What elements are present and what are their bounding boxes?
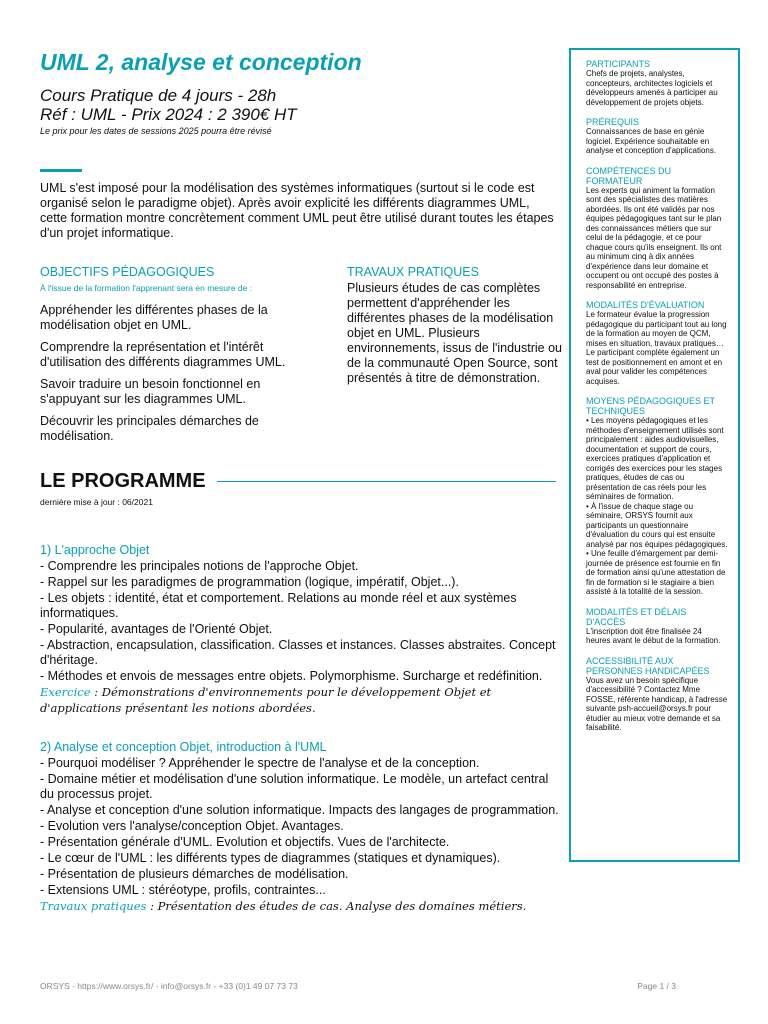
sidebar-text: Connaissances de base en génie logiciel. Expérience souhaitable en analyse et conception d'applications. bbox=[586, 127, 717, 155]
chapter-line: - Analyse et conception d'une solution informatique. Impacts des langages de programmation. bbox=[40, 803, 559, 817]
chapter-line: - Rappel sur les paradigmes de programmation (logique, impératif, Objet...). bbox=[40, 575, 459, 589]
sidebar-text: Vous avez un besoin spécifique d'accessibilité ? Contactez Mme FOSSE, référente handicap, à l'adresse suivante psh-accueil@orsys.fr pour étudier au mieux votre demande et sa faisabilité. bbox=[586, 675, 728, 732]
sidebar-text: L'inscription doit être finalisée 24 heures avant le début de la formation. bbox=[586, 626, 721, 645]
chapter-line: - Pourquoi modéliser ? Appréhender le spectre de l'analyse et de la conception. bbox=[40, 756, 480, 770]
programme-header bbox=[40, 469, 556, 493]
objectives-and-practical bbox=[40, 265, 563, 455]
course-line: Cours Pratique de 4 jours - 28h bbox=[40, 86, 277, 105]
objectives-heading: OBJECTIFS PÉDAGOGIQUES bbox=[40, 265, 215, 279]
sidebar-heading: MODALITÉS D'ÉVALUATION bbox=[586, 300, 705, 310]
page-title: UML 2, analyse et conception bbox=[40, 49, 362, 75]
chapter-exercise bbox=[40, 684, 560, 716]
sidebar-heading: ACCESSIBILITÉ AUX PERSONNES HANDICAPÉES bbox=[586, 655, 710, 676]
objectives-subheading: À l'issue de la formation l'apprenant sera en mesure de : bbox=[40, 283, 253, 293]
last-updated: dernière mise à jour : 06/2021 bbox=[40, 497, 153, 507]
chapter-line: - Présentation générale d'UML. Evolution et objectifs. Vues de l'architecte. bbox=[40, 835, 450, 849]
chapter-line: - Comprendre les principales notions de l'approche Objet. bbox=[40, 559, 359, 573]
sidebar-text: Le formateur évalue la progression pédagogique du participant tout au long de la formation au moyen de QCM, mises en situation, travaux pratiques… Le participant complète également un test de positionnement en amont et en aval pour valider les compétences acquises. bbox=[586, 310, 727, 386]
main-column bbox=[40, 48, 563, 455]
ref-line: Réf : UML - Prix 2024 : 2 390€ HT bbox=[40, 105, 297, 124]
chapter-line: - Abstraction, encapsulation, classification. Classes et instances. Classes abstraites. Concept d'héritage. bbox=[40, 638, 556, 667]
price-note: Le prix pour les dates de sessions 2025 pourra être révisé bbox=[40, 126, 272, 136]
sidebar-heading: COMPÉTENCES DU FORMATEUR bbox=[586, 165, 672, 186]
chapter-line: - Les objets : identité, état et comportement. Relations au monde réel et aux systèmes informatiques. bbox=[40, 591, 517, 620]
chapter-line: - Méthodes et envois de messages entre objets. Polymorphisme. Surcharge et redéfinition. bbox=[40, 669, 543, 683]
accent-divider bbox=[40, 169, 82, 172]
exercise-label: Exercice bbox=[40, 685, 91, 699]
chapter-title: 1) L'approche Objet bbox=[40, 543, 150, 557]
objective-item: Appréhender les différentes phases de la modélisation objet en UML. bbox=[40, 303, 268, 332]
programme-title: LE PROGRAMME bbox=[40, 470, 206, 492]
chapter-exercise bbox=[40, 898, 560, 914]
footer-contact: ORSYS - https://www.orsys.fr/ - info@orsys.fr - +33 (0)1 49 07 73 73 bbox=[40, 981, 298, 991]
sidebar-text: • Les moyens pédagogiques et les méthodes d'enseignement utilisés sont principalement : aides audiovisuelles, documentation et support de cours, exercices pratiques d'application et corrigés des exercices pour les stages pratiques, études de cas ou présentation de cas réels pour les séminaires de formation. • À l'issue de chaque stage ou séminaire, ORSYS fournit aux participants un questionnaire d'évaluation du cours qui est ensuite analysé par nos équipes pédagogiques. • Une feuille d'émargement par demi-journée de présence est fournie en fin de formation ainsi qu'une attestation de fin de formation si le stagiaire a bien assisté à la totalité de la session. bbox=[586, 416, 728, 596]
programme-rule bbox=[217, 481, 556, 482]
objective-item: Découvrir les principales démarches de modélisation. bbox=[40, 414, 259, 443]
objective-item: Savoir traduire un besoin fonctionnel en s'appuyant sur les diagrammes UML. bbox=[40, 377, 261, 406]
chapter-title: 2) Analyse et conception Objet, introduction à l'UML bbox=[40, 740, 327, 754]
chapter-line: - Présentation de plusieurs démarches de modélisation. bbox=[40, 867, 349, 881]
chapter-2 bbox=[40, 740, 560, 914]
page-footer bbox=[40, 981, 676, 991]
chapter-line: - Le cœur de l'UML : les différents types de diagrammes (statiques et dynamiques). bbox=[40, 851, 501, 865]
chapter-line: - Evolution vers l'analyse/conception Objet. Avantages. bbox=[40, 819, 344, 833]
chapter-1 bbox=[40, 543, 560, 716]
sidebar-heading: PRÉREQUIS bbox=[586, 117, 640, 127]
objectives-section bbox=[40, 265, 310, 444]
info-sidebar bbox=[569, 48, 740, 862]
practical-heading: TRAVAUX PRATIQUES bbox=[347, 265, 479, 279]
chapter-line: - Domaine métier et modélisation d'une solution informatique. Le modèle, un artefact central du processus projet. bbox=[40, 772, 549, 801]
sidebar-text: Les experts qui animent la formation sont des spécialistes des matières abordées. Ils ont été validés par nos équipes pédagogiques tant sur le plan des connaissances métiers que sur celui de la pédagogie, et ce pour chaque cours qu'ils enseignent. Ils ont au minimum cinq à dix années d'expérience dans leur domaine et occupent ou ont occupé des postes à responsabilité en entreprise. bbox=[586, 185, 722, 290]
exercise-text: : Démonstrations d'environnements pour le développement Objet et d'applications présentant les notions abordées. bbox=[40, 685, 492, 715]
practical-section bbox=[347, 265, 562, 386]
sidebar-heading: MOYENS PÉDAGOGIQUES ET TECHNIQUES bbox=[586, 396, 715, 416]
exercise-text: : Présentation des études de cas. Analyse des domaines métiers. bbox=[146, 899, 527, 913]
sidebar-heading: MODALITÉS ET DÉLAIS D'ACCÈS bbox=[586, 606, 687, 627]
sidebar-heading: PARTICIPANTS bbox=[586, 59, 651, 69]
practical-text: Plusieurs études de cas complètes permettent d'appréhender les différentes phases de la modélisation objet en UML. Plusieurs environnements, issus de l'industrie ou de la communauté Open Source, sont présentés à titre de démonstration. bbox=[347, 281, 563, 385]
objective-item: Comprendre la représentation et l'intérêt d'utilisation des différents diagrammes UML. bbox=[40, 340, 286, 369]
chapter-line: - Popularité, avantages de l'Orienté Objet. bbox=[40, 622, 273, 636]
sidebar-text: Chefs de projets, analystes, concepteurs, architectes logiciels et développeurs amenés à participer au développement de projets objets. bbox=[586, 69, 718, 107]
chapter-line: - Extensions UML : stéréotype, profils, contraintes... bbox=[40, 883, 326, 897]
intro-paragraph: UML s'est imposé pour la modélisation des systèmes informatiques (surtout si le code est organisé selon le paradigme objet). Après avoir explicité les différents diagrammes UML, cette formation montre concrètement comment UML peut être utilisé durant toutes les étapes d'un projet informatique. bbox=[40, 181, 554, 240]
exercise-label: Travaux pratiques bbox=[40, 899, 147, 913]
page-number: Page 1 / 3 bbox=[637, 981, 676, 991]
